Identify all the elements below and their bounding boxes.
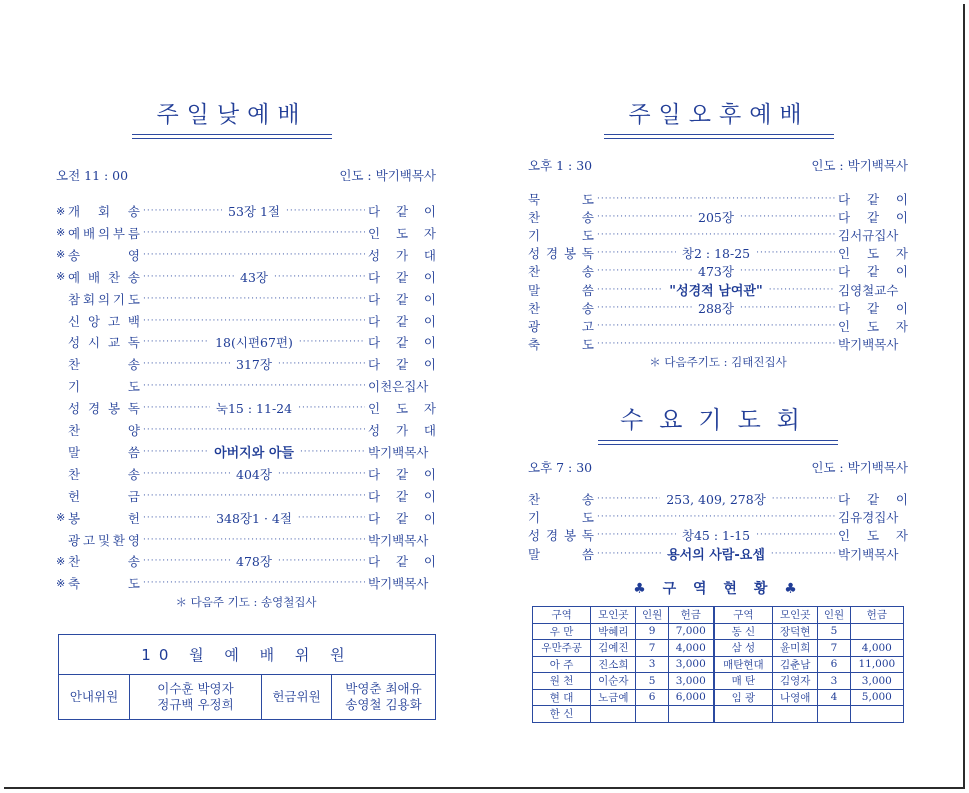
order-item: 찬 양: [68, 423, 140, 438]
district-header-cell: 모인곳: [591, 607, 636, 624]
table-cell: 한 신: [533, 706, 591, 723]
order-row: [56, 443, 436, 461]
table-cell: 3,000: [850, 673, 903, 690]
leader-dots: [278, 358, 365, 370]
afternoon-time-line: [528, 156, 908, 174]
order-person: 다 같 이: [838, 210, 908, 226]
order-item: 말 씀: [528, 282, 594, 298]
leader-dots: [771, 548, 835, 560]
order-person: 박기백목사: [368, 532, 429, 548]
october-committee-box: [58, 634, 436, 720]
afternoon-next-prayer: ＊ 다음주기도 : 김태진집사: [649, 355, 787, 369]
order-person: 다 같 이: [838, 264, 908, 280]
district-header-row: [533, 607, 904, 624]
leader-dots: [143, 336, 209, 348]
district-title: ♣ 구 역 현 황 ♣: [633, 581, 803, 597]
order-detail: 용서의 사람-요셉: [667, 548, 765, 564]
order-row: [56, 202, 436, 220]
order-person: 다 같 이: [368, 510, 436, 526]
order-person: 박기백목사: [838, 546, 899, 562]
leader-dots: [286, 205, 365, 217]
leader-dots: [143, 380, 365, 392]
leader-dots: [597, 338, 835, 350]
order-item: 성 경 봉 독: [68, 401, 140, 417]
order-person: 성 가 대: [368, 423, 436, 438]
order-person: 이천은집사: [368, 379, 429, 395]
leader-dots: [597, 548, 661, 560]
leader-dots: [143, 490, 365, 502]
table-cell: 7: [636, 640, 668, 657]
wednesday-leader: 인도 : 박기백목사: [811, 460, 908, 475]
order-item: 축 도: [68, 576, 140, 592]
order-row: [56, 399, 436, 417]
leader-dots: [597, 320, 835, 332]
order-row: [56, 312, 436, 330]
leader-dots: [143, 358, 230, 370]
leader-dots: [143, 446, 208, 458]
order-person: 인 도 자: [838, 528, 908, 544]
morning-next-prayer: ＊ 다음주 기도 : 송영철집사: [175, 595, 317, 609]
order-person: 다 같 이: [838, 192, 908, 207]
order-row: [56, 333, 436, 351]
table-cell: 박혜리: [591, 623, 636, 640]
table-cell: 김춘남: [773, 656, 818, 673]
order-person: 다 같 이: [368, 335, 436, 351]
order-row: [56, 465, 436, 483]
table-row: [533, 706, 904, 723]
order-person: 인 도 자: [368, 401, 436, 417]
order-person: 김서규집사: [838, 228, 899, 244]
table-cell: 4: [818, 689, 850, 706]
table-cell: 4,000: [668, 640, 713, 657]
table-cell: 매 탄: [714, 673, 773, 690]
leader-dots: [298, 402, 365, 414]
order-row: [528, 545, 908, 563]
table-cell: [636, 706, 668, 723]
leader-dots: [740, 211, 835, 223]
sunday-afternoon-title: 주일오후예배: [604, 96, 834, 129]
order-item: 예 배 찬 송: [68, 269, 140, 285]
order-item: 성 시 교 독: [68, 335, 140, 351]
order-item: 성 경 봉 독: [528, 246, 594, 262]
leader-dots: [756, 529, 835, 541]
order-row: [56, 531, 436, 549]
order-detail: "성경적 남여관": [669, 284, 763, 299]
wednesday-time-line: [528, 458, 908, 476]
order-detail: 창45 : 1-15: [681, 528, 751, 544]
order-row: [528, 490, 908, 508]
leader-dots: [597, 229, 835, 241]
order-person: 다 같 이: [368, 291, 436, 307]
leader-dots: [300, 446, 365, 458]
table-cell: 5: [636, 673, 668, 690]
table-cell: 3,000: [668, 673, 713, 690]
leader-dots: [597, 302, 692, 314]
order-person: 다 같 이: [368, 269, 436, 285]
order-detail: 아버지와 아들: [214, 446, 294, 462]
leader-dots: [143, 227, 365, 239]
order-person: 박기백목사: [368, 576, 429, 592]
leader-dots: [298, 512, 365, 524]
order-detail: 205장: [698, 210, 734, 226]
order-row: [56, 574, 436, 592]
table-cell: 우만주공: [533, 640, 591, 657]
leader-dots: [299, 336, 365, 348]
required-mark: ※: [56, 270, 66, 284]
table-cell: 3,000: [668, 656, 713, 673]
order-person: 인 도 자: [838, 318, 908, 334]
order-row: [528, 335, 908, 353]
leader-dots: [597, 211, 692, 223]
order-row: [56, 509, 436, 527]
order-item: 참 회 의 기 도: [68, 291, 140, 307]
order-item: 찬 송: [528, 492, 594, 507]
district-header-cell: 모인곳: [773, 607, 818, 624]
district-header-cell: 인원: [818, 607, 850, 624]
order-person: 다 같 이: [368, 466, 436, 482]
leader-dots: [143, 249, 365, 261]
table-cell: 7: [818, 640, 850, 657]
usher-names: 이수훈 박영자 정규백 우정희: [129, 675, 261, 719]
order-row: [56, 552, 436, 570]
table-row: [533, 656, 904, 673]
leader-dots: [143, 205, 222, 217]
table-cell: 노금예: [591, 689, 636, 706]
order-row: [528, 262, 908, 280]
order-item: 말 씀: [528, 546, 594, 562]
table-row: [533, 623, 904, 640]
leader-dots: [756, 247, 835, 259]
required-mark: ※: [56, 554, 66, 568]
order-person: 김유경집사: [838, 510, 899, 526]
order-person: 다 같 이: [838, 300, 908, 316]
order-row: [528, 317, 908, 335]
required-mark: ※: [56, 511, 66, 525]
district-header-cell: 헌금: [850, 607, 903, 624]
wednesday-time: 오후 7 : 30: [528, 460, 593, 475]
district-status-table: [532, 606, 904, 723]
order-item: 기 도: [528, 228, 594, 244]
table-cell: 나영애: [773, 689, 818, 706]
afternoon-time: 오후 1 : 30: [528, 158, 593, 173]
order-row: [56, 421, 436, 439]
order-item: 축 도: [528, 336, 594, 352]
order-row: [528, 190, 908, 208]
table-cell: 김예진: [591, 640, 636, 657]
order-row: [528, 508, 908, 526]
order-item: 봉 헌: [68, 510, 140, 526]
leader-dots: [278, 468, 365, 480]
leader-dots: [143, 534, 365, 546]
leader-dots: [143, 271, 234, 283]
order-detail: 317장: [236, 357, 272, 373]
leader-dots: [597, 511, 835, 523]
wednesday-prayer-title: 수요기도회: [598, 400, 838, 435]
order-item: 개 회 송: [68, 204, 140, 219]
table-cell: 진소희: [591, 656, 636, 673]
order-row: [528, 226, 908, 244]
district-header-cell: 구역: [533, 607, 591, 624]
order-detail: 창2 : 18-25: [681, 246, 751, 262]
sunday-morning-title: 주일낮예배: [132, 96, 332, 129]
leader-dots: [274, 271, 365, 283]
leader-dots: [143, 315, 365, 327]
order-row: [56, 290, 436, 308]
table-cell: [668, 706, 713, 723]
leader-dots: [143, 468, 230, 480]
table-cell: 윤미희: [773, 640, 818, 657]
order-item: 광 고 및 환 영: [68, 532, 140, 548]
order-row: [56, 487, 436, 505]
table-cell: 장덕현: [773, 623, 818, 640]
required-mark: ※: [56, 226, 66, 240]
table-cell: [850, 623, 903, 640]
order-item: 광 고: [528, 318, 594, 334]
order-row: [528, 244, 908, 262]
order-person: 인 도 자: [368, 225, 436, 241]
order-detail: 53장 1절: [228, 204, 280, 219]
table-cell: [850, 706, 903, 723]
order-person: 다 같 이: [368, 204, 436, 219]
order-person: 다 같 이: [368, 488, 436, 504]
order-item: 묵 도: [528, 192, 594, 207]
table-cell: 3: [818, 673, 850, 690]
order-row: [528, 526, 908, 544]
order-row: [528, 281, 908, 299]
order-detail: 253, 409, 278장: [666, 492, 766, 507]
order-detail: 348장1 · 4절: [216, 510, 292, 526]
order-row: [528, 299, 908, 317]
table-cell: 매탄현대: [714, 656, 773, 673]
table-cell: 9: [636, 623, 668, 640]
committee-title: 10 월 예 배 위 원: [59, 635, 435, 675]
table-cell: 7,000: [668, 623, 713, 640]
order-detail: 478장: [236, 554, 272, 570]
table-cell: [591, 706, 636, 723]
table-cell: 아 주: [533, 656, 591, 673]
morning-time: 오전 11 : 00: [56, 168, 129, 183]
district-header-cell: 헌금: [668, 607, 713, 624]
leader-dots: [143, 402, 210, 414]
morning-leader: 인도 : 박기백목사: [339, 168, 436, 183]
district-header-cell: 구역: [714, 607, 773, 624]
leader-dots: [143, 293, 365, 305]
order-item: 기 도: [68, 379, 140, 395]
leader-dots: [597, 529, 676, 541]
leader-dots: [597, 284, 663, 296]
required-mark: ※: [56, 204, 66, 218]
afternoon-leader: 인도 : 박기백목사: [811, 158, 908, 173]
table-cell: 5,000: [850, 689, 903, 706]
leader-dots: [278, 555, 365, 567]
leader-dots: [597, 265, 692, 277]
order-row: [56, 268, 436, 286]
required-mark: ※: [56, 576, 66, 590]
table-cell: [773, 706, 818, 723]
leader-dots: [769, 284, 835, 296]
order-detail: 43장: [240, 269, 268, 285]
order-row: [56, 246, 436, 264]
table-cell: 5: [818, 623, 850, 640]
leader-dots: [597, 193, 835, 205]
order-person: 성 가 대: [368, 247, 436, 263]
table-cell: 김영자: [773, 673, 818, 690]
district-header-cell: 인원: [636, 607, 668, 624]
order-row: [56, 355, 436, 373]
order-detail: 404장: [236, 466, 272, 482]
table-cell: 삼 성: [714, 640, 773, 657]
table-row: [533, 673, 904, 690]
table-cell: 우 만: [533, 623, 591, 640]
order-item: 신 앙 고 백: [68, 313, 140, 329]
usher-label: 안내위원: [69, 689, 119, 704]
leader-dots: [597, 247, 676, 259]
leader-dots: [143, 424, 365, 436]
order-person: 다 같 이: [838, 492, 908, 507]
order-detail: 눅15 : 11-24: [215, 401, 293, 417]
order-person: 다 같 이: [368, 357, 436, 373]
required-mark: ※: [56, 248, 66, 262]
leader-dots: [740, 302, 835, 314]
order-item: 찬 송: [68, 466, 140, 482]
order-row: [528, 208, 908, 226]
order-item: 찬 송: [68, 554, 140, 570]
order-item: 예 배 의 부 름: [68, 225, 140, 241]
table-row: [533, 689, 904, 706]
order-item: 말 씀: [68, 444, 140, 460]
order-person: 인 도 자: [838, 246, 908, 262]
order-person: 김영철교수: [838, 282, 899, 298]
table-cell: 6: [818, 656, 850, 673]
order-item: 찬 송: [528, 300, 594, 316]
order-person: 다 같 이: [368, 313, 436, 329]
order-person: 다 같 이: [368, 554, 436, 570]
order-detail: 18(시편67편): [215, 335, 293, 351]
order-item: 헌 금: [68, 488, 140, 504]
table-cell: 임 광: [714, 689, 773, 706]
table-row: [533, 640, 904, 657]
order-row: [56, 224, 436, 242]
leader-dots: [772, 493, 835, 505]
table-cell: 원 천: [533, 673, 591, 690]
table-cell: [714, 706, 773, 723]
table-cell: 이순자: [591, 673, 636, 690]
order-item: 기 도: [528, 510, 594, 526]
order-item: 송 영: [68, 247, 140, 263]
order-detail: 473장: [698, 264, 734, 280]
table-cell: 동 신: [714, 623, 773, 640]
table-cell: 6,000: [668, 689, 713, 706]
order-item: 찬 송: [528, 264, 594, 280]
order-person: 박기백목사: [368, 444, 429, 460]
leader-dots: [143, 512, 210, 524]
order-person: 박기백목사: [838, 336, 899, 352]
leader-dots: [143, 555, 230, 567]
table-cell: [818, 706, 850, 723]
leader-dots: [740, 265, 835, 277]
table-cell: 11,000: [850, 656, 903, 673]
table-cell: 3: [636, 656, 668, 673]
leader-dots: [143, 577, 365, 589]
offering-label: 헌금위원: [261, 675, 331, 719]
leader-dots: [597, 493, 660, 505]
order-detail: 288장: [698, 300, 734, 316]
table-cell: 6: [636, 689, 668, 706]
order-row: [56, 377, 436, 395]
order-item: 찬 송: [528, 210, 594, 226]
table-cell: 현 대: [533, 689, 591, 706]
table-cell: 4,000: [850, 640, 903, 657]
order-item: 성 경 봉 독: [528, 528, 594, 544]
offering-names: 박영춘 최애유 송영철 김용화: [331, 675, 435, 719]
morning-time-line: [56, 166, 436, 184]
order-item: 찬 송: [68, 357, 140, 373]
